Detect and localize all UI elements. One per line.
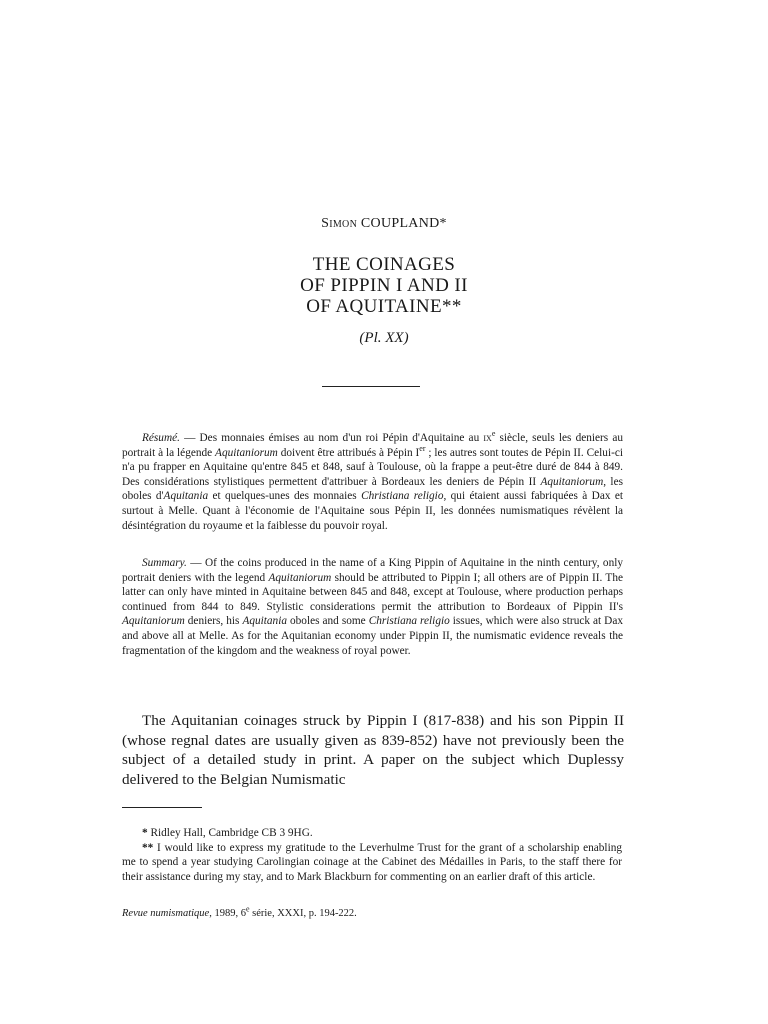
summary-legend: Aquitania (242, 615, 287, 628)
summary-text: issues, which were also struck at Dax and above all at Melle. As for the Aquitanian economy under Pippin II, the numismatic evidence reveals the fragmentation of the kingdom and the weakness of royal power. (122, 615, 623, 657)
plate-reference: (Pl. XX) (359, 330, 409, 346)
citation-year: , 1989, 6 (209, 908, 246, 919)
resume-legend: Christiana religio (361, 490, 444, 503)
title-line-2: OF PIPPIN I AND II (300, 275, 468, 296)
resume-legend: Aquitaniorum (215, 446, 278, 459)
citation-rest: série, XXXI, p. 194-222. (249, 908, 357, 919)
summary-text: oboles and some (287, 615, 369, 628)
footnotes (122, 826, 622, 884)
resume-text: siècle, seuls les deniers au portrait à la légende (122, 432, 623, 459)
resume-century-sup: e (491, 429, 496, 439)
summary-text: — Of the coins produced in the name of a King Pippin of Aquitaine in the ninth century, only portrait deniers with the legend (122, 557, 623, 584)
summary-text: should be attributed to Pippin I; all others are of Pippin II. The latter can only have minted in Aquitaine between 845 and 848, except at Toulouse, where production perhaps continued from 844 to 849. Stylistic considerations permit the attribution to Bordeaux of Pippin II's (122, 571, 623, 613)
author-last-name: COUPLAND (360, 216, 440, 231)
author-first-name: Simon (321, 216, 358, 231)
body-paragraph: The Aquitanian coinages struck by Pippin I (817-838) and his son Pippin II (whose regnal dates are usually given as 839-852) have not previously been the subject of a detailed study in print. A paper on the subject which Duplessy delivered to the Belgian Numismatic (122, 712, 624, 788)
resume-text: , qui étaient aussi fabriquées à Dax et surtout à Melle. Quant à l'économie de l'Aquitaine sous Pépin II, les données numismatiques révèlent la désintégration du royaume et la faiblesse du pouvoir royal. (122, 490, 623, 532)
footnote-2-mark: ** (142, 841, 154, 854)
summary-legend: Aquitaniorum (122, 615, 185, 628)
citation-series-sup: e (245, 904, 250, 914)
title-divider (322, 386, 420, 387)
title-line-3: OF AQUITAINE** (306, 296, 462, 317)
author-footnote-mark: * (439, 216, 447, 231)
resume-text: — Des monnaies émises au nom d'un roi Pépin d'Aquitaine au (179, 432, 484, 444)
resume-text: ; les autres sont toutes de Pépin II. Celui-ci n'a pu frapper en Aquitaine qu'entre 845 et 848, sauf à Toulouse, où la frappe a peut-être duré de 844 à 849. Des considérations stylistiques permettent d'attribuer à Bordeaux les deniers de Pépin II (122, 446, 624, 488)
resume-label: Résumé. (142, 432, 180, 444)
summary-abstract (122, 556, 623, 658)
resume-ordinal-sup: er (419, 443, 426, 453)
title-line-1: THE COINAGES (312, 254, 456, 275)
summary-text: deniers, his (184, 615, 243, 628)
summary-legend: Christiana religio (368, 615, 450, 628)
resume-abstract (122, 431, 623, 533)
footnote-2-text: I would like to express my gratitude to the Leverhulme Trust for the grant of a scholarship enabling me to spend a year studying Carolingian coinage at the Cabinet des Médailles in Paris, to the staff there for their assistance during my stay, and to Mark Blackburn for commenting on an earlier draft of this article. (122, 841, 622, 883)
journal-citation (122, 904, 622, 921)
footnote-1 (122, 826, 622, 841)
footnote-1-mark: * (142, 827, 148, 839)
summary-label: Summary. (142, 557, 187, 569)
resume-text: et quelques-unes des monnaies (208, 490, 362, 503)
footnote-2 (122, 841, 622, 885)
footnote-1-text: Ridley Hall, Cambridge CB 3 9HG. (147, 827, 313, 839)
journal-name: Revue numismatique (122, 908, 210, 919)
resume-century: ix (483, 432, 492, 444)
resume-legend: Aquitania (163, 490, 209, 503)
resume-text: doivent être attribués à Pépin I (277, 446, 420, 459)
summary-legend: Aquitaniorum (268, 571, 332, 584)
author-line (0, 216, 768, 232)
resume-text: , les oboles d' (122, 475, 623, 503)
article-title (0, 254, 768, 317)
footnote-divider (122, 807, 202, 808)
resume-legend: Aquitaniorum (540, 475, 604, 488)
